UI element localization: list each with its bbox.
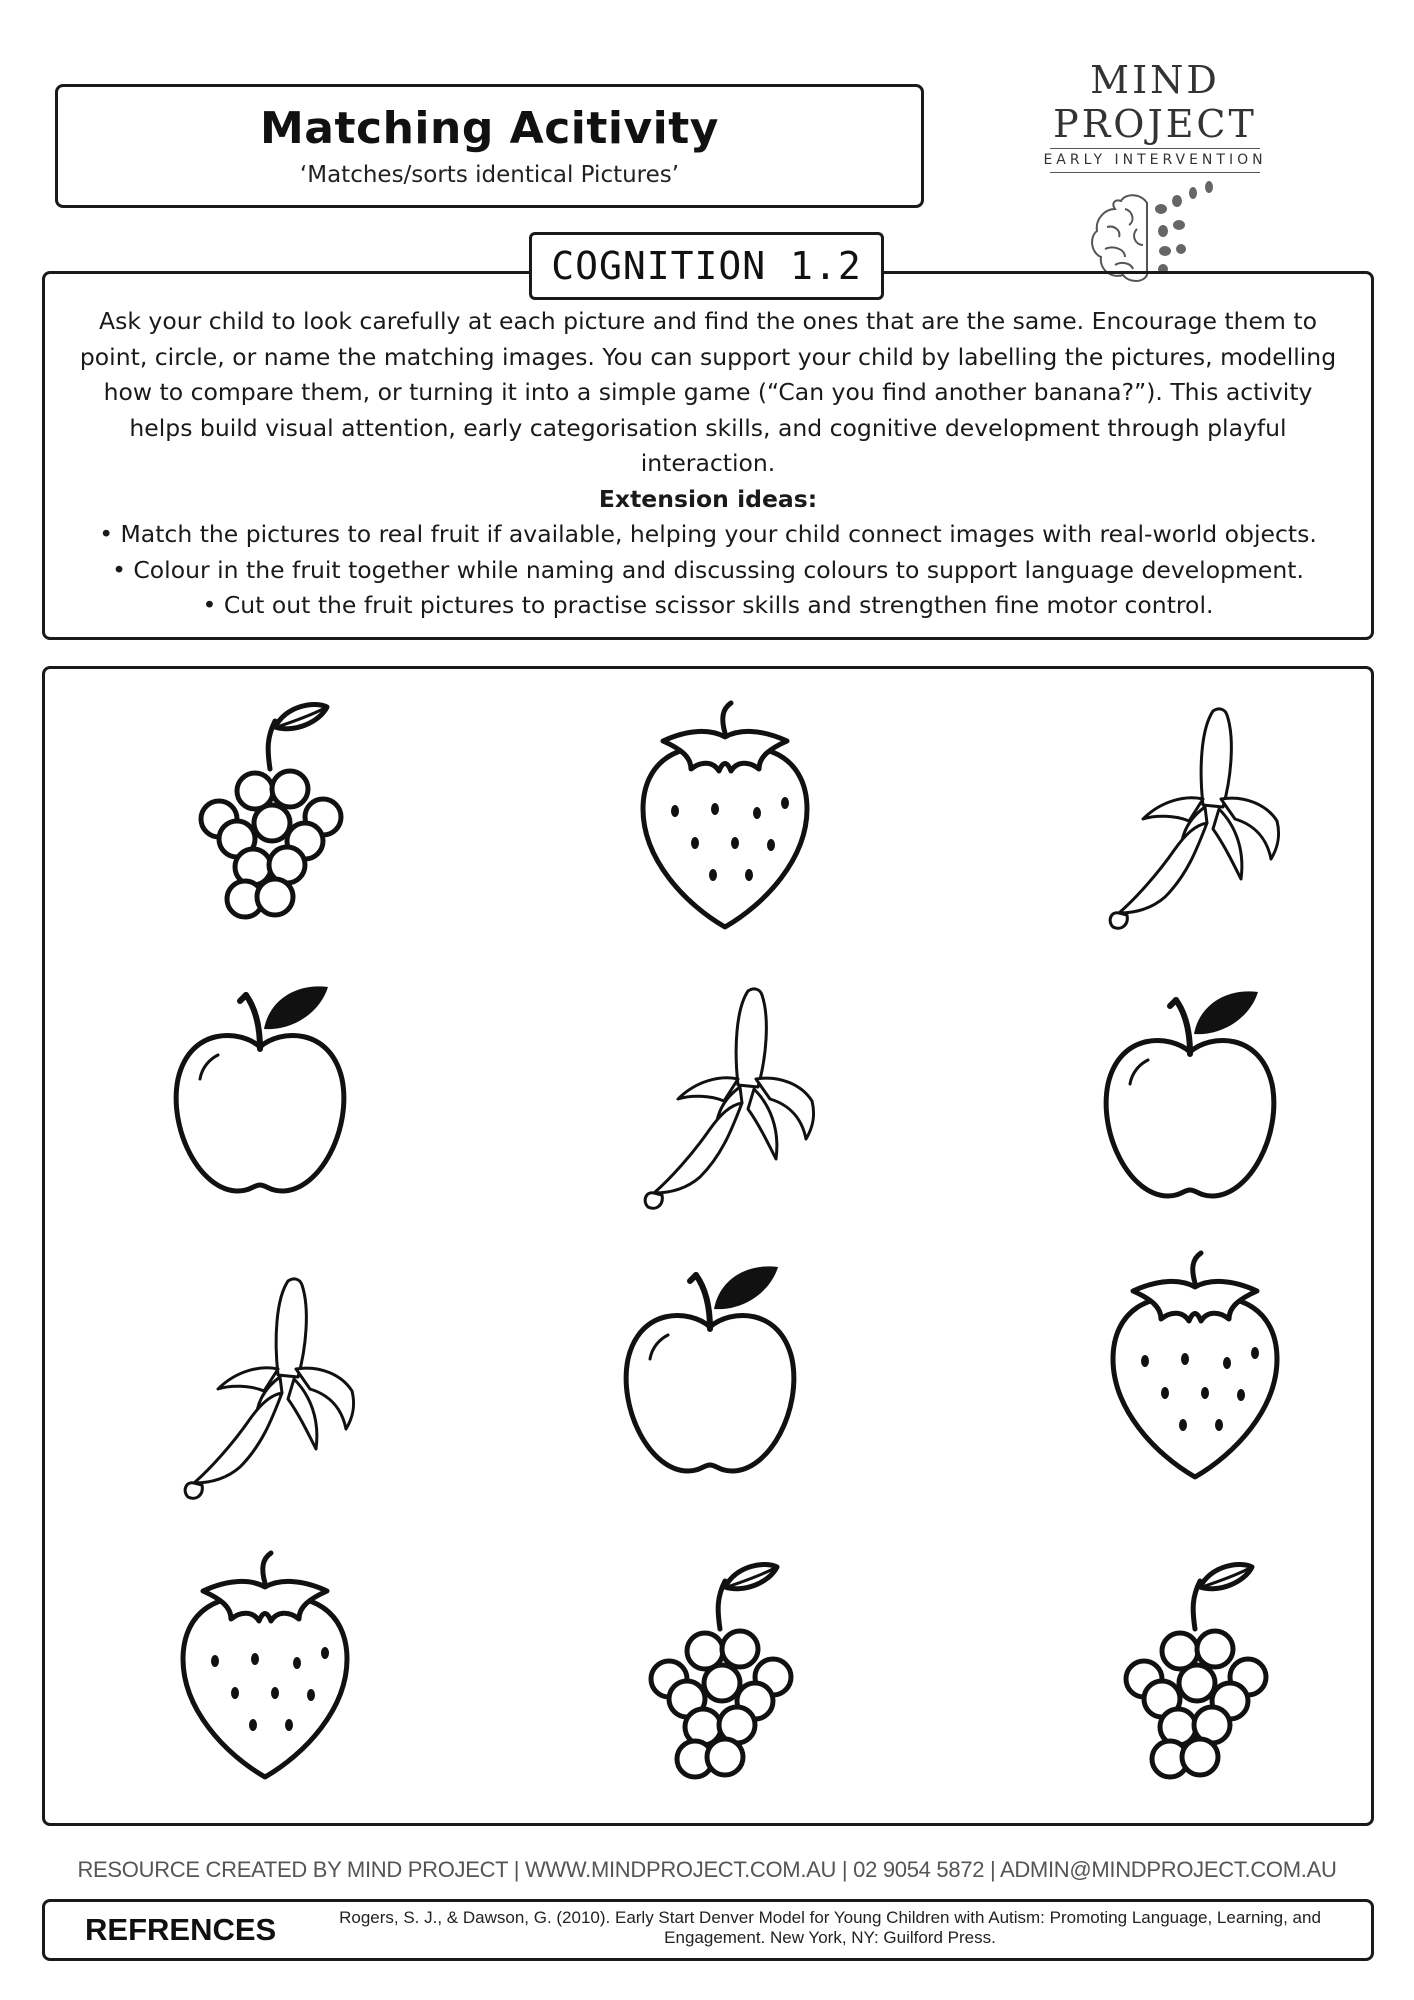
strawberry-icon[interactable]	[145, 1549, 385, 1789]
fruit-grid	[42, 666, 1374, 1826]
instruction-line: Ask your child to look carefully at each picture and find the ones that are the same. Encourage them to	[99, 307, 1317, 335]
extension-item: • Colour in the fruit together while naming and discussing colours to support language development.	[112, 555, 1304, 584]
strawberry-icon[interactable]	[605, 699, 845, 939]
reference-citation	[305, 1908, 1355, 1948]
instruction-line: helps build visual attention, early categorisation skills, and cognitive development through playful	[129, 413, 1287, 442]
grapes-icon[interactable]	[1080, 1559, 1320, 1799]
reference-line: Rogers, S. J., & Dawson, G. (2010). Early Start Denver Model for Young Children with Autism: Promoting Language, Learning, and	[339, 1908, 1321, 1927]
instructions-box	[42, 271, 1374, 640]
banana-icon[interactable]	[1075, 699, 1315, 939]
apple-icon[interactable]	[590, 1249, 830, 1489]
instruction-line: point, circle, or name the matching images. You can support your child by labelling the pictures, modelling	[79, 342, 1337, 371]
page-subtitle: ‘Matches/sorts identical Pictures’	[299, 162, 680, 188]
title-box	[55, 84, 924, 208]
section-label: COGNITION 1.2	[529, 232, 884, 300]
instruction-line: how to compare them, or turning it into a simple game (“Can you find another banana?”). This activity	[103, 378, 1313, 406]
strawberry-icon[interactable]	[1075, 1249, 1315, 1489]
footer-credit: RESOURCE CREATED BY MIND PROJECT | WWW.MINDPROJECT.COM.AU | 02 9054 5872 | ADMIN@MINDPROJECT.COM.AU	[77, 1857, 1337, 1882]
grapes-icon[interactable]	[605, 1559, 845, 1799]
logo-divider	[1050, 148, 1260, 149]
logo-tagline: EARLY INTERVENTION	[1043, 152, 1267, 168]
mind-project-logo	[990, 58, 1320, 258]
reference-line: Engagement. New York, NY: Guilford Press.	[664, 1928, 996, 1947]
banana-icon[interactable]	[150, 1269, 390, 1509]
logo-brand: MIND PROJECT	[1053, 58, 1257, 146]
grapes-icon[interactable]	[155, 699, 395, 939]
logo-divider-bottom	[1050, 172, 1260, 173]
instruction-line: interaction.	[640, 449, 776, 477]
extension-item: • Match the pictures to real fruit if available, helping your child connect images with real-world objects.	[99, 520, 1317, 548]
references-box	[42, 1899, 1374, 1961]
page-title: Matching Acitivity	[260, 103, 719, 154]
apple-icon[interactable]	[140, 969, 380, 1209]
apple-icon[interactable]	[1070, 974, 1310, 1214]
extension-title: Extension ideas:	[598, 484, 818, 513]
banana-icon[interactable]	[610, 979, 850, 1219]
extension-item: • Cut out the fruit pictures to practise scissor skills and strengthen fine motor control.	[202, 591, 1214, 619]
references-title: REFRENCES	[85, 1912, 277, 1947]
